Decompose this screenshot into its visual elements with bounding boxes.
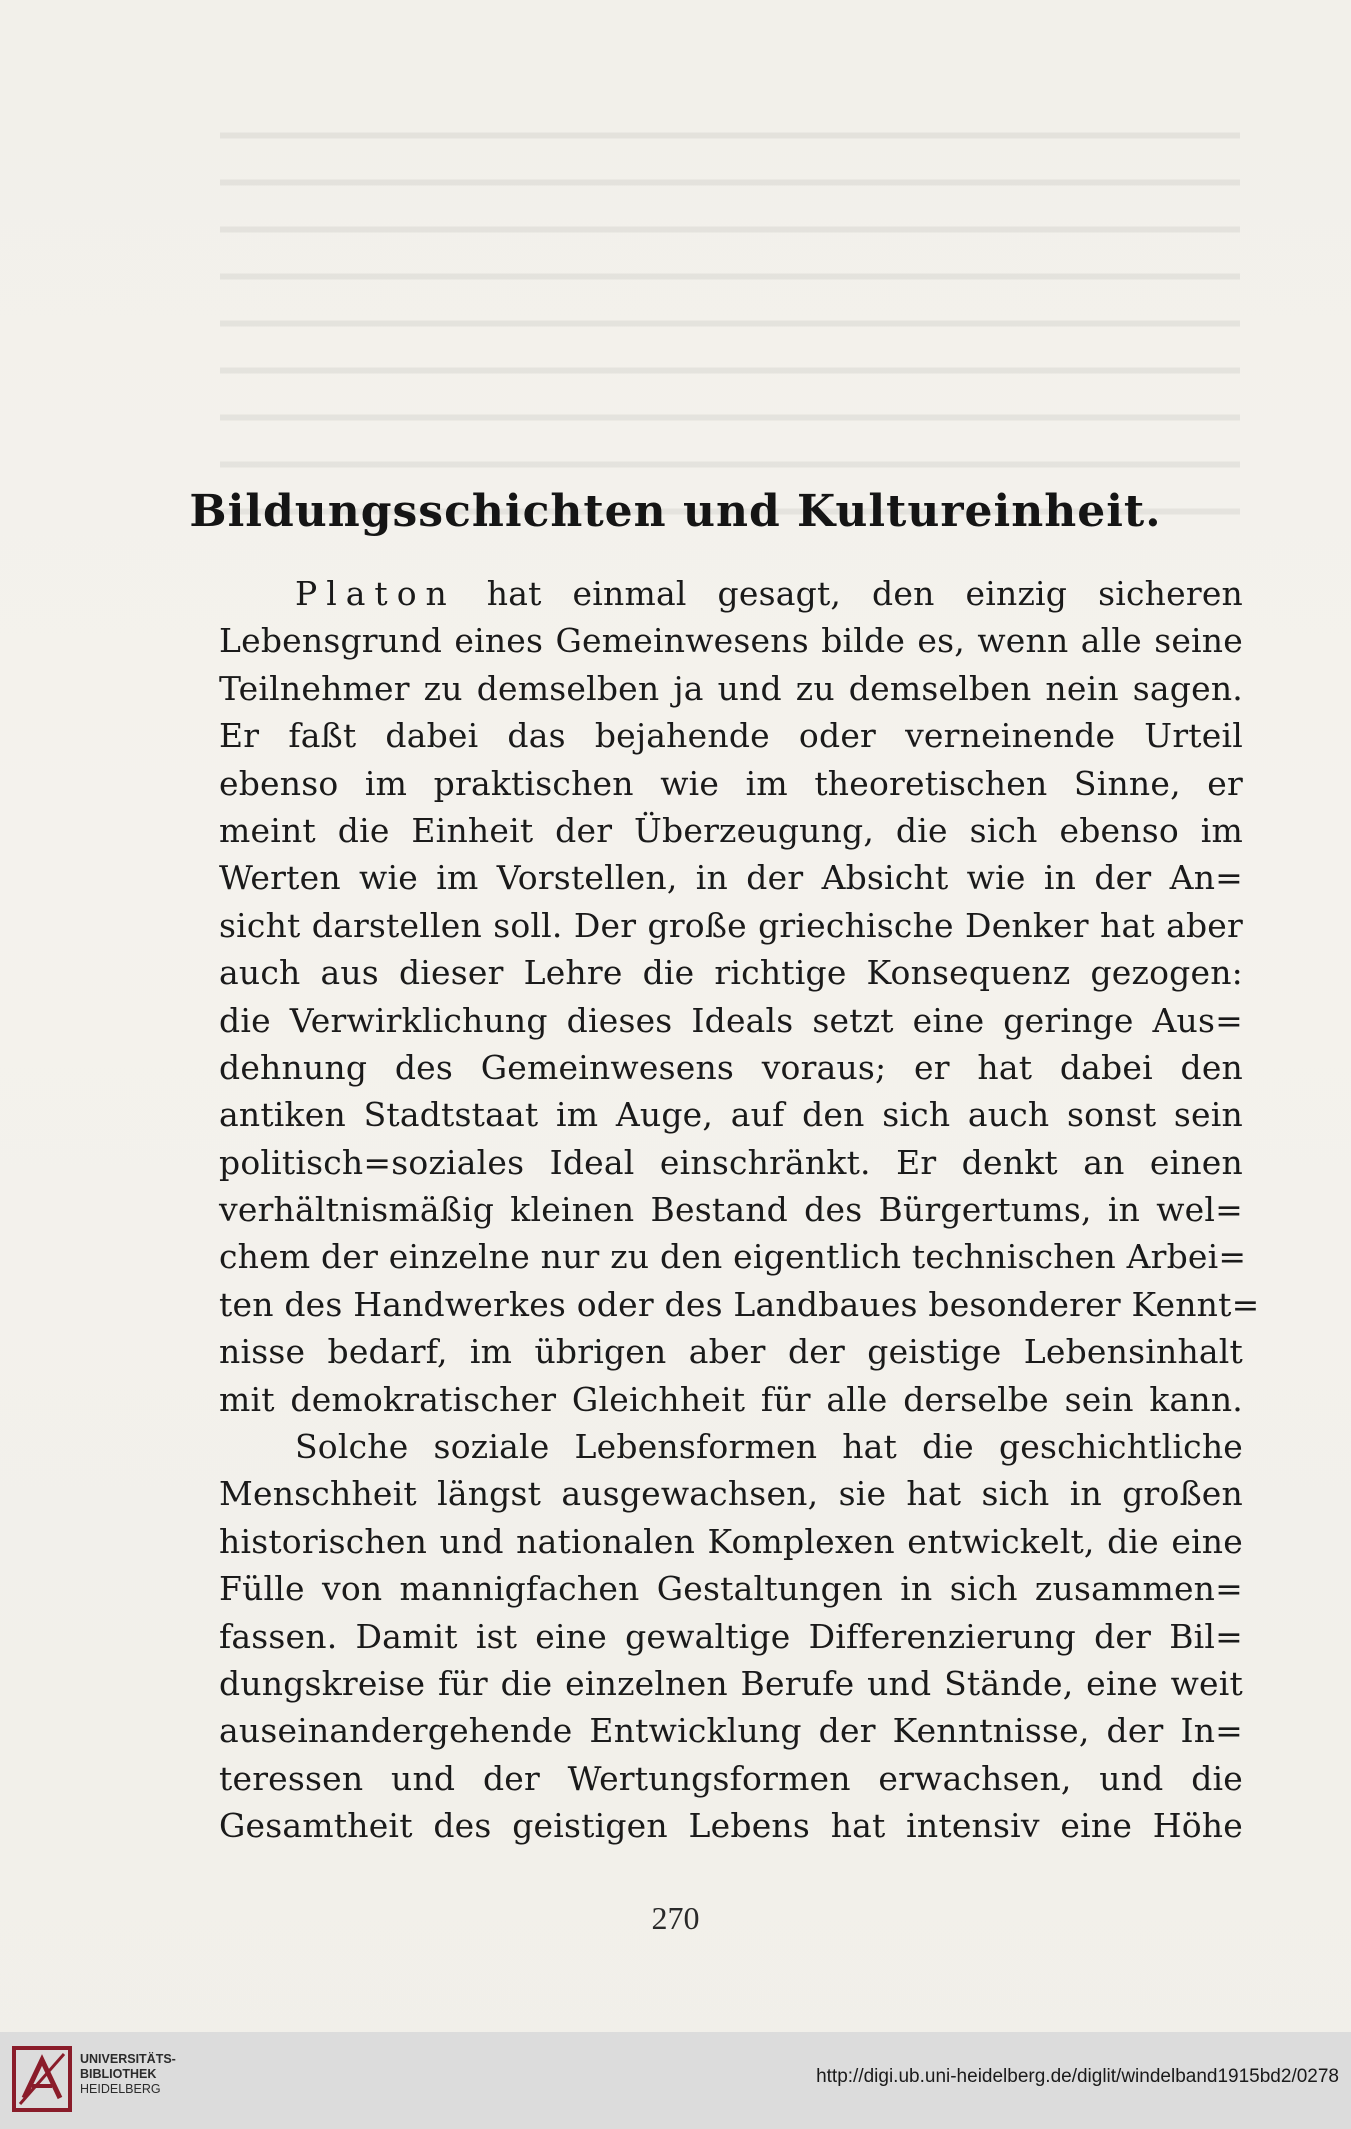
text-line: Er faßt dabei das bejahende oder verneinende Urteil [219,716,1243,756]
library-name-line: HEIDELBERG [80,2082,161,2096]
text-line: verhältnismäßig kleinen Bestand des Bürgertums, in wel= [219,1190,1243,1230]
library-name-line: BIBLIOTHEK [80,2067,157,2081]
text-line: nisse bedarf, im übrigen aber der geistige Lebensinhalt [219,1332,1243,1372]
source-url-link[interactable]: http://digi.ub.uni-heidelberg.de/diglit/windelband1915bd2/0278 [816,2066,1339,2087]
library-name-line: UNIVERSITÄTS- [80,2052,176,2066]
text-line: fassen. Damit ist eine gewaltige Differenzierung der Bil= [219,1616,1243,1656]
text-line: Fülle von mannigfachen Gestaltungen in sich zusammen= [219,1569,1243,1609]
bleed-through-text [220,100,1240,540]
line-text: hat einmal gesagt, den einzig sicheren [455,574,1243,613]
text-line: auseinandergehende Entwicklung der Kenntnisse, der In= [219,1711,1243,1751]
text-line: Gesamtheit des geistigen Lebens hat intensiv eine Höhe [219,1806,1243,1846]
text-line: historischen und nationalen Komplexen entwickelt, die eine [219,1521,1243,1561]
text-line: antiken Stadtstaat im Auge, auf den sich auch sonst sein [219,1095,1243,1135]
library-name [80,2052,176,2097]
university-library-logo-icon [12,2046,72,2112]
text-line [219,570,1243,617]
text-line: ten des Handwerkes oder des Landbaues besonderer Kennt= [219,1284,1260,1324]
text-line: sicht darstellen soll. Der große griechische Denker hat aber [219,905,1243,945]
text-line: Solche soziale Lebensformen hat die geschichtliche [295,1427,1243,1467]
spaced-name: Platon [295,574,456,613]
text-line: Werten wie im Vorstellen, in der Absicht wie in der An= [219,858,1243,898]
text-line: Lebensgrund eines Gemeinwesens bilde es, wenn alle seine [219,621,1243,661]
text-line: dungskreise für die einzelnen Berufe und Stände, eine weit [219,1663,1243,1703]
text-line: chem der einzelne nur zu den eigentlich technischen Arbei= [219,1237,1247,1277]
text-line: auch aus dieser Lehre die richtige Konsequenz gezogen: [219,953,1243,993]
text-line: Teilnehmer zu demselben ja und zu demselben nein sagen. [219,668,1243,708]
text-line: politisch=soziales Ideal einschränkt. Er denkt an einen [219,1142,1243,1182]
text-line: dehnung des Gemeinwesens voraus; er hat dabei den [219,1047,1243,1087]
page-number: 270 [651,1900,700,1936]
text-line: die Verwirklichung dieses Ideals setzt eine geringe Aus= [219,1000,1243,1040]
text-line: teressen und der Wertungsformen erwachsen, und die [219,1758,1243,1798]
viewer-footer [0,2032,1351,2129]
text-line: meint die Einheit der Überzeugung, die sich ebenso im [219,810,1243,850]
text-line: mit demokratischer Gleichheit für alle derselbe sein kann. [219,1379,1243,1419]
body-text [219,570,1260,1850]
chapter-heading: Bildungsschichten und Kultureinheit. [189,486,1162,537]
text-line: ebenso im praktischen wie im theoretischen Sinne, er [219,763,1243,803]
text-line: Menschheit längst ausgewachsen, sie hat sich in großen [219,1474,1243,1514]
